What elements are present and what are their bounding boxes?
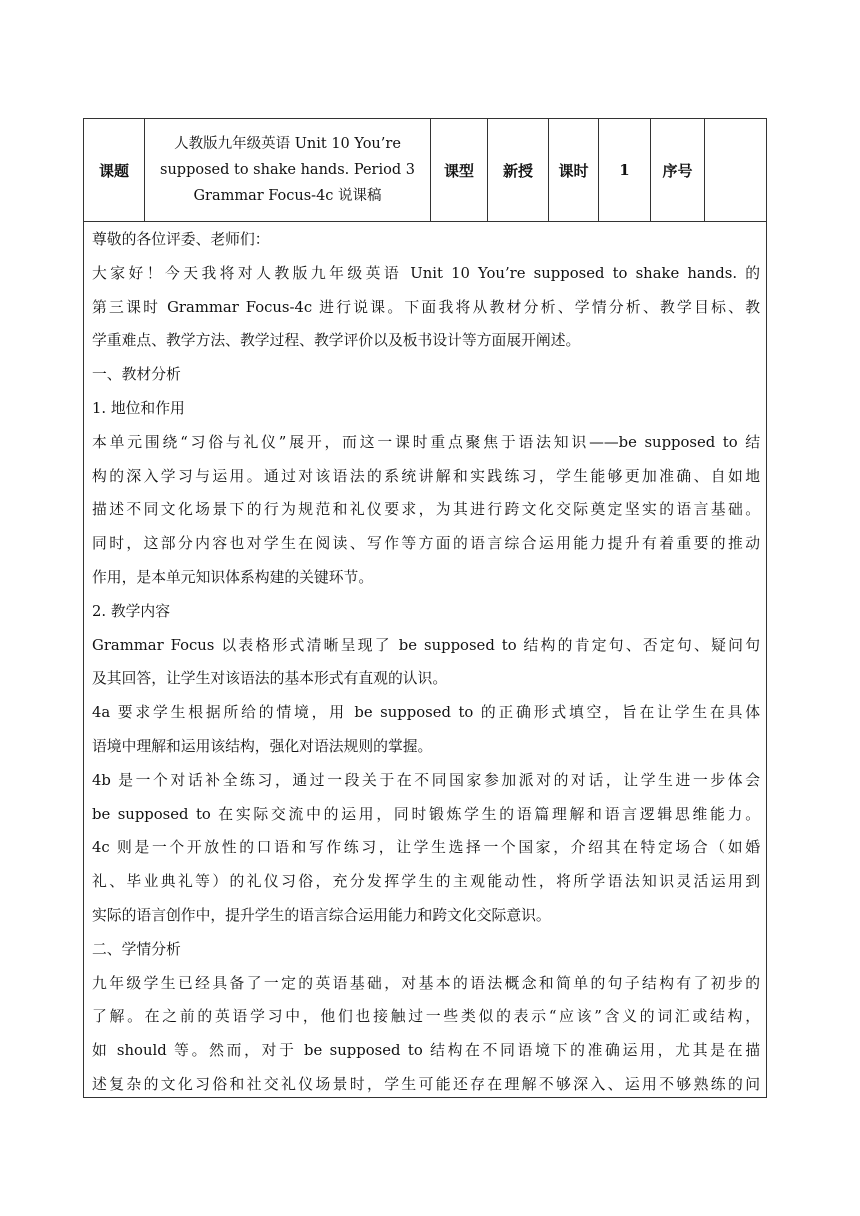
body-line: 述复杂的文化习俗和社交礼仪场景时，学生可能还存在理解不够深入、运用不够熟练的问: [92, 1075, 760, 1093]
topic-title-line-2: supposed to shake hands. Period 3: [160, 162, 415, 178]
body-line: 作用，是本单元知识体系构建的关键环节。: [92, 568, 374, 586]
body-line: 大家好！今天我将对人教版九年级英语 Unit 10 You’re supposed to shake hands. 的: [92, 264, 760, 282]
body-line: 4b 是一个对话补全练习，通过一段关于在不同国家参加派对的对话，让学生进一步体会: [92, 771, 760, 789]
lesson-table: [83, 118, 767, 1098]
body-line: Grammar Focus 以表格形式清晰呈现了 be supposed to 结构的肯定句、否定句、疑问句: [92, 636, 760, 654]
hours-value: 1: [619, 161, 630, 179]
topic-title-cell: [145, 119, 431, 221]
body-line: 礼、毕业典礼等）的礼仪习俗，充分发挥学生的主观能动性，将所学语法知识灵活运用到: [92, 873, 760, 891]
body-line: 第三课时 Grammar Focus-4c 进行说课。下面我将从教材分析、学情分析、教学目标、教: [92, 298, 760, 316]
body-line: 一、教材分析: [92, 366, 181, 384]
body-line: 学重难点、教学方法、教学过程、教学评价以及板书设计等方面展开阐述。: [92, 332, 581, 350]
topic-label-cell: [84, 119, 145, 221]
body-line: 同时，这部分内容也对学生在阅读、写作等方面的语言综合运用能力提升有着重要的推动: [92, 535, 760, 553]
type-label: 课型: [443, 161, 474, 180]
body-line: 了解。在之前的英语学习中，他们也接触过一些类似的表示“应该”含义的词汇或结构，: [92, 1008, 760, 1026]
body-line: 1. 地位和作用: [92, 399, 185, 417]
topic-label: 课题: [98, 161, 129, 180]
hours-label-cell: [549, 119, 599, 221]
type-label-cell: [431, 119, 488, 221]
type-value: 新授: [502, 161, 533, 180]
type-value-cell: [488, 119, 549, 221]
body-line: 及其回答，让学生对该语法的基本形式有直观的认识。: [92, 670, 448, 688]
hours-label: 课时: [558, 161, 589, 180]
lesson-body: [92, 223, 760, 1102]
serial-value-cell: [705, 119, 766, 221]
hours-value-cell: [599, 119, 651, 221]
body-line: 4a 要求学生根据所给的情境，用 be supposed to 的正确形式填空，旨在让学生在具体: [92, 704, 760, 722]
topic-title-line-3: Grammar Focus-4c 说课稿: [193, 188, 382, 204]
serial-label-cell: [651, 119, 705, 221]
body-line: 尊敬的各位评委、老师们：: [92, 231, 270, 248]
body-line: 本单元围绕“习俗与礼仪”展开，而这一课时重点聚焦于语法知识——be supposed to 结: [92, 433, 760, 451]
body-line: be supposed to 在实际交流中的运用，同时锻炼学生的语篇理解和语言逻辑思维能力。: [92, 805, 760, 823]
body-line: 二、学情分析: [92, 940, 181, 958]
body-line: 九年级学生已经具备了一定的英语基础，对基本的语法概念和简单的句子结构有了初步的: [92, 974, 760, 992]
body-line: 描述不同文化场景下的行为规范和礼仪要求，为其进行跨文化交际奠定坚实的语言基础。: [92, 501, 760, 519]
body-line: 2. 教学内容: [92, 602, 171, 620]
topic-title-line-1: 人教版九年级英语 Unit 10 You’re: [174, 136, 401, 152]
body-line: 构的深入学习与运用。通过对该语法的系统讲解和实践练习，学生能够更加准确、自如地: [92, 467, 760, 485]
body-line: 4c 则是一个开放性的口语和写作练习，让学生选择一个国家，介绍其在特定场合（如婚: [92, 839, 760, 857]
body-line: 实际的语言创作中，提升学生的语言综合运用能力和跨文化交际意识。: [92, 906, 551, 924]
body-line: 如 should 等。然而，对于 be supposed to 结构在不同语境下的准确运用，尤其是在描: [92, 1042, 760, 1060]
table-header-row: [84, 119, 766, 222]
serial-label: 序号: [662, 161, 693, 180]
body-line: 语境中理解和运用该结构，强化对语法规则的掌握。: [92, 737, 433, 755]
